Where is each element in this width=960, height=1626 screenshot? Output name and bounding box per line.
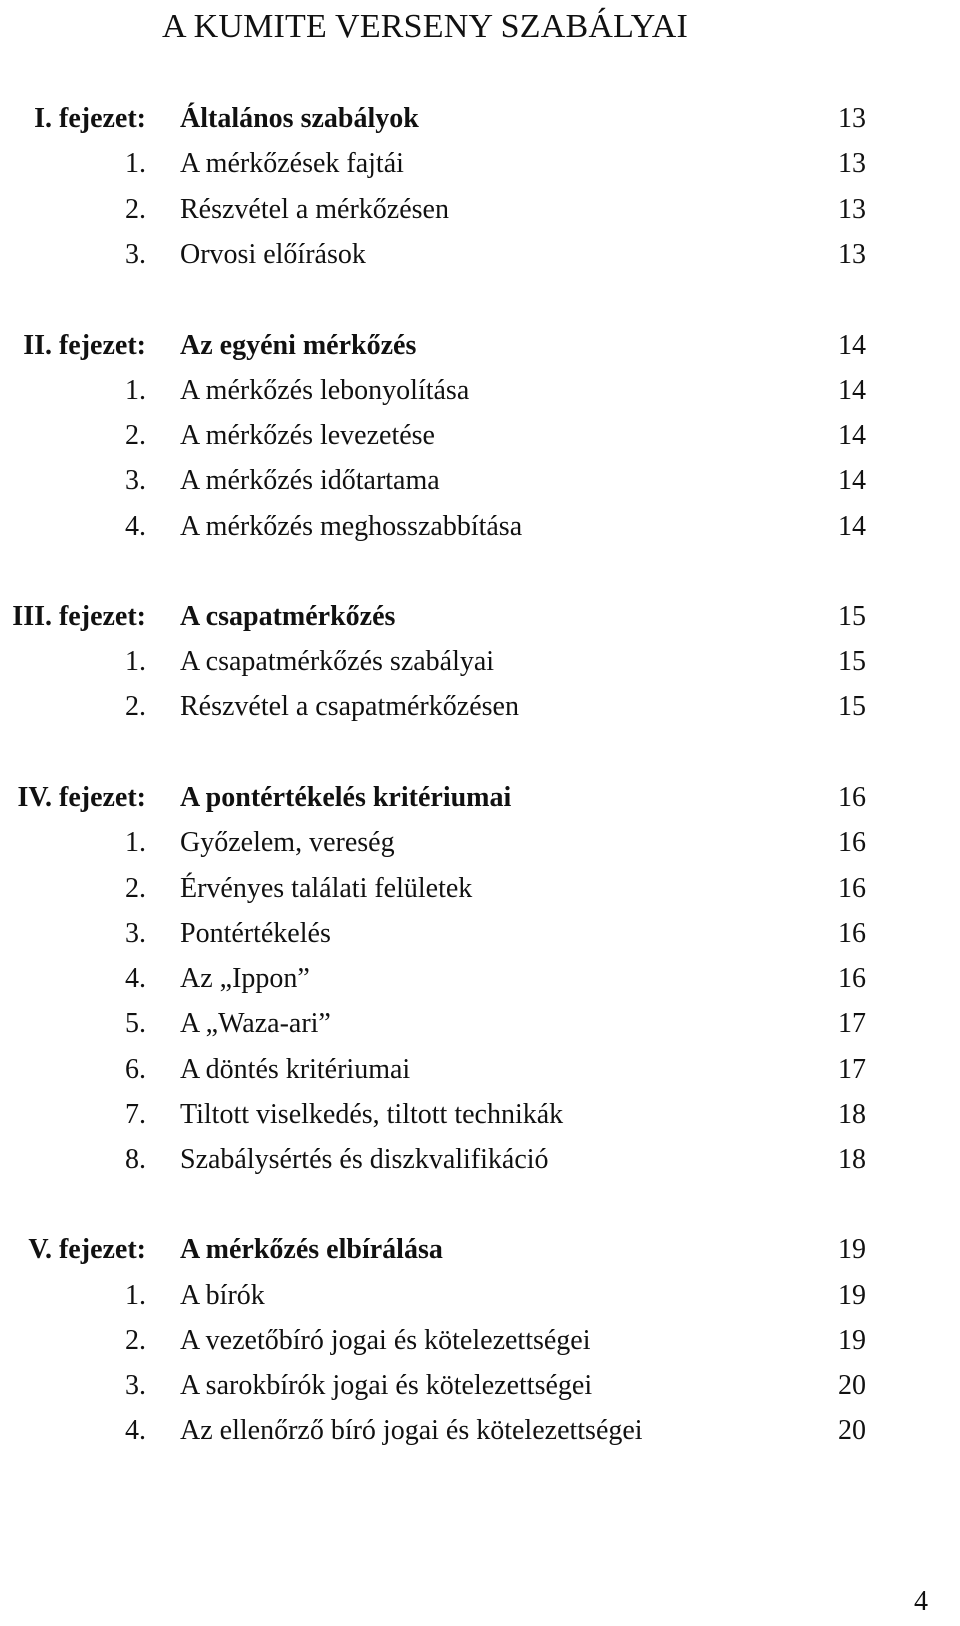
entry-title: A csapatmérkőzés szabályai — [180, 646, 495, 677]
chapter-title: Általános szabályok — [180, 103, 419, 134]
entry-number: 2. — [125, 194, 146, 225]
entry-number: 3. — [125, 1370, 146, 1401]
toc-entry[interactable] — [0, 458, 960, 504]
entry-title: Orvosi előírások — [180, 239, 366, 270]
entry-title: Az ellenőrző bíró jogai és kötelezettségei — [180, 1415, 643, 1446]
page-ref: 16 — [838, 827, 866, 858]
page-ref: 14 — [838, 465, 866, 496]
entry-title: A döntés kritériumai — [180, 1054, 411, 1085]
entry-title: Győzelem, vereség — [180, 827, 395, 858]
toc-entry[interactable] — [0, 1363, 960, 1409]
toc-entry[interactable] — [0, 141, 960, 187]
page-ref: 13 — [838, 148, 866, 179]
page-ref: 16 — [838, 782, 866, 813]
page-ref: 16 — [838, 873, 866, 904]
chapter-label: III. fejezet: — [12, 601, 146, 632]
entry-number: 1. — [125, 827, 146, 858]
toc-chapter-heading[interactable] — [0, 323, 960, 369]
chapter-label: V. fejezet: — [28, 1234, 146, 1265]
toc-entry[interactable] — [0, 684, 960, 730]
entry-number: 4. — [125, 963, 146, 994]
entry-number: 2. — [125, 691, 146, 722]
chapter-title: A pontértékelés kritériumai — [180, 782, 512, 813]
chapter-title: Az egyéni mérkőzés — [180, 330, 417, 361]
page-ref: 16 — [838, 918, 866, 949]
entry-title: Tiltott viselkedés, tiltott technikák — [180, 1099, 564, 1130]
entry-number: 5. — [125, 1008, 146, 1039]
page-ref: 17 — [838, 1054, 866, 1085]
page-ref: 14 — [838, 420, 866, 451]
toc-entry[interactable] — [0, 187, 960, 233]
entry-title: A mérkőzés meghosszabbítása — [180, 511, 523, 542]
page-ref: 20 — [838, 1370, 866, 1401]
toc-entry[interactable] — [0, 866, 960, 912]
entry-title: Pontértékelés — [180, 918, 331, 949]
entry-title: Érvényes találati felületek — [180, 873, 473, 904]
toc-entry[interactable] — [0, 911, 960, 957]
toc-entry[interactable] — [0, 232, 960, 278]
toc-entry[interactable] — [0, 639, 960, 685]
entry-title: A mérkőzések fajtái — [180, 148, 404, 179]
page-ref: 18 — [838, 1144, 866, 1175]
entry-number: 1. — [125, 375, 146, 406]
page-ref: 18 — [838, 1099, 866, 1130]
page-ref: 13 — [838, 103, 866, 134]
page-ref: 14 — [838, 511, 866, 542]
entry-number: 4. — [125, 1415, 146, 1446]
toc-chapter-heading[interactable] — [0, 775, 960, 821]
entry-number: 1. — [125, 646, 146, 677]
page-ref: 15 — [838, 691, 866, 722]
page-ref: 19 — [838, 1234, 866, 1265]
toc-entry[interactable] — [0, 1408, 960, 1454]
entry-number: 3. — [125, 465, 146, 496]
entry-number: 1. — [125, 1280, 146, 1311]
entry-number: 3. — [125, 918, 146, 949]
page-ref: 17 — [838, 1008, 866, 1039]
entry-number: 7. — [125, 1099, 146, 1130]
entry-title: A mérkőzés levezetése — [180, 420, 435, 451]
toc-entry[interactable] — [0, 413, 960, 459]
toc-entry[interactable] — [0, 1001, 960, 1047]
page-ref: 15 — [838, 601, 866, 632]
toc-entry[interactable] — [0, 956, 960, 1002]
entry-number: 8. — [125, 1144, 146, 1175]
toc-chapter-heading[interactable] — [0, 96, 960, 142]
page-ref: 16 — [838, 963, 866, 994]
entry-number: 6. — [125, 1054, 146, 1085]
entry-title: A sarokbírók jogai és kötelezettségei — [180, 1370, 593, 1401]
entry-title: Szabálysértés és diszkvalifikáció — [180, 1144, 549, 1175]
chapter-label: IV. fejezet: — [17, 782, 146, 813]
entry-title: A vezetőbíró jogai és kötelezettségei — [180, 1325, 591, 1356]
entry-title: A „Waza-ari” — [180, 1008, 331, 1039]
chapter-label: II. fejezet: — [23, 330, 146, 361]
entry-number: 2. — [125, 420, 146, 451]
toc-chapter-heading[interactable] — [0, 1227, 960, 1273]
page-ref: 19 — [838, 1325, 866, 1356]
page-ref: 19 — [838, 1280, 866, 1311]
toc-entry[interactable] — [0, 368, 960, 414]
toc-entry[interactable] — [0, 820, 960, 866]
entry-number: 4. — [125, 511, 146, 542]
entry-title: A mérkőzés lebonyolítása — [180, 375, 470, 406]
entry-number: 3. — [125, 239, 146, 270]
entry-number: 2. — [125, 1325, 146, 1356]
entry-title: A bírók — [180, 1280, 265, 1311]
page-ref: 13 — [838, 194, 866, 225]
chapter-title: A mérkőzés elbírálása — [180, 1234, 443, 1265]
chapter-label: I. fejezet: — [34, 103, 146, 134]
toc-entry[interactable] — [0, 1318, 960, 1364]
page-ref: 14 — [838, 330, 866, 361]
entry-number: 2. — [125, 873, 146, 904]
page-ref: 13 — [838, 239, 866, 270]
page-ref: 20 — [838, 1415, 866, 1446]
entry-title: A mérkőzés időtartama — [180, 465, 440, 496]
document-title: A KUMITE VERSENY SZABÁLYAI — [162, 8, 688, 45]
toc-entry[interactable] — [0, 1273, 960, 1319]
entry-title: Részvétel a mérkőzésen — [180, 194, 449, 225]
page-ref: 15 — [838, 646, 866, 677]
page-number: 4 — [914, 1586, 928, 1617]
entry-number: 1. — [125, 148, 146, 179]
page-ref: 14 — [838, 375, 866, 406]
entry-title: Az „Ippon” — [180, 963, 310, 994]
toc-chapter-heading[interactable] — [0, 594, 960, 640]
entry-title: Részvétel a csapatmérkőzésen — [180, 691, 519, 722]
toc-entry[interactable] — [0, 1137, 960, 1183]
toc-entry[interactable] — [0, 1047, 960, 1093]
chapter-title: A csapatmérkőzés — [180, 601, 396, 632]
toc-entry[interactable] — [0, 1092, 960, 1138]
toc-entry[interactable] — [0, 504, 960, 550]
